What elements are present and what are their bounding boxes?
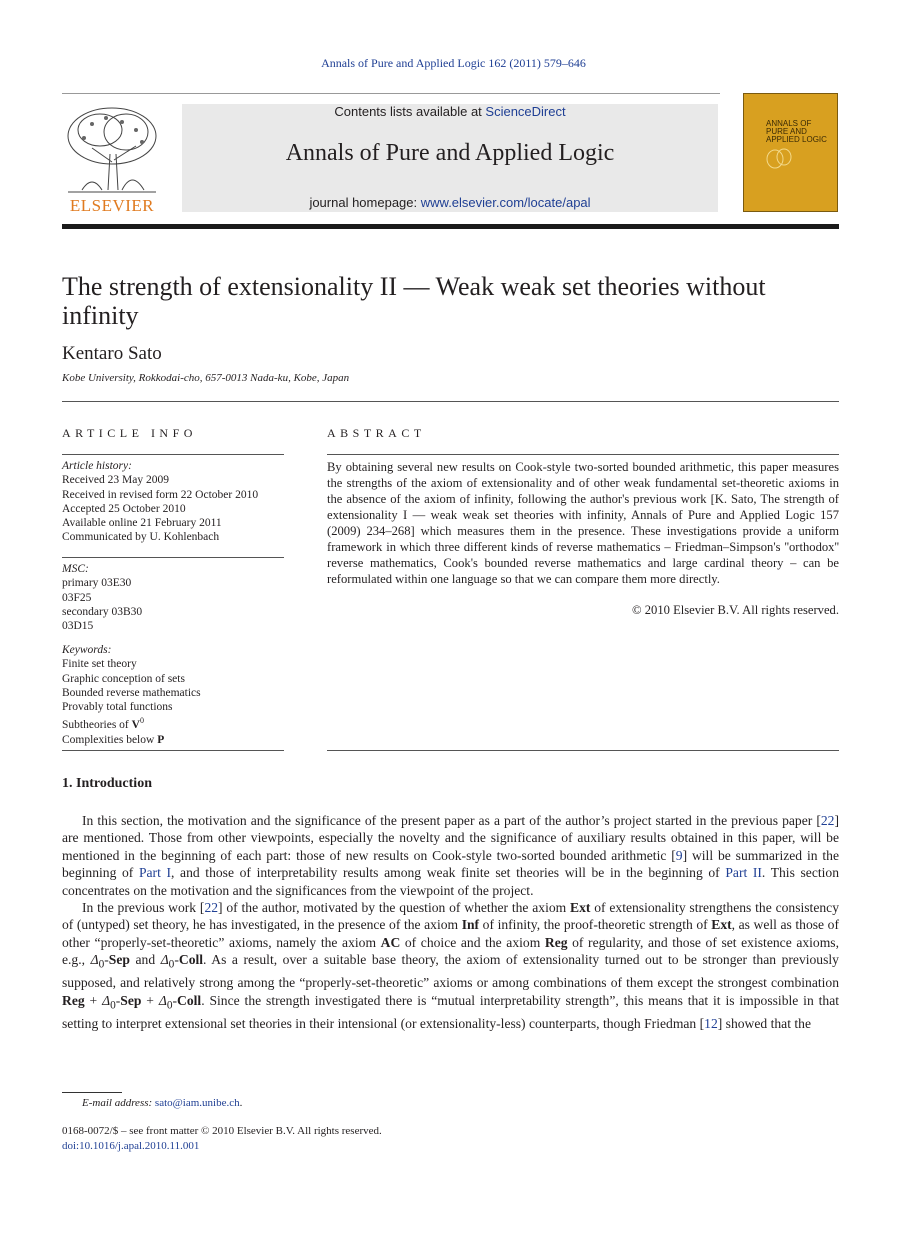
keyword-item: Finite set theory <box>62 658 137 671</box>
reference-link[interactable]: 22 <box>204 900 219 916</box>
sciencedirect-link[interactable]: ScienceDirect <box>485 104 566 119</box>
cover-title: ANNALS OF PURE AND APPLIED LOGIC <box>766 119 827 144</box>
keyword-item: Complexities below P <box>62 733 165 746</box>
abstract-text: By obtaining several new results on Cook-style two-sorted bounded arithmetic, this paper measures the strengths of the axiom of extensionality and of other weak fundamental set-theoretic axioms in the absence of the axiom of infinity, following the author's previous work [K. Sato, The strength of extensionality I — weak weak set theories with infinity, Annals of Pure and Applied Logic 157 (2009) 234–268] which measures them in the presence. These investigations provide a uniform framework in which three different kinds of reverse mathematics – Friedman–Simpson's ''orthodox'' reverse mathematics, Cook's bounded reverse mathematics and large cardinal theory – can be reformulated within one language so that we can compare them more directly. <box>327 460 839 586</box>
contents-line <box>182 104 718 119</box>
part-link[interactable]: Part II <box>725 865 762 881</box>
keyword-item: Bounded reverse mathematics <box>62 686 201 699</box>
divider <box>62 750 284 751</box>
paper-title: The strength of extensionality II — Weak weak set theories without infinity <box>62 272 766 330</box>
paragraph: In this section, the motivation and the significance of the present paper as a part of the author’s project started in the previous paper [22] are mentioned. Those from other viewpoints, especially the novelty and the significance of auxiliary results obtained in this paper, will be mentioned in the beginning of each part: those of new results on Cook-style two-sorted bounded arithmetic [9] will be summarized in the beginning of Part I, and those of interpretability results among weak finite set theories will be in the beginning of Part II. This section concentrates on the motivation and the significances from the viewpoint of the project. <box>62 813 840 898</box>
msc-codes <box>62 562 284 633</box>
footnote-divider <box>62 1092 122 1093</box>
header-divider <box>62 93 720 94</box>
msc-label: MSC: <box>62 563 89 575</box>
part-link[interactable]: Part I <box>138 865 172 881</box>
keywords-label: Keywords: <box>62 644 112 656</box>
reference-link[interactable]: 22 <box>820 813 835 828</box>
msc-item: secondary 03B30 <box>62 605 143 618</box>
section-heading-introduction: 1. Introduction <box>62 776 152 791</box>
journal-cover <box>743 93 838 212</box>
abstract-copyright: © 2010 Elsevier B.V. All rights reserved. <box>632 603 839 617</box>
divider <box>62 401 839 402</box>
journal-citation[interactable]: Annals of Pure and Applied Logic 162 (2011) 579–646 <box>321 56 586 70</box>
doi-link[interactable]: doi:10.1016/j.apal.2010.11.001 <box>62 1140 200 1152</box>
keyword-item-v0: Subtheories of $V^0$ <box>62 716 144 732</box>
introduction-body <box>62 812 839 1032</box>
homepage-prefix: journal homepage: <box>309 195 421 210</box>
cover-emblem-icon <box>764 146 794 172</box>
history-item: Received in revised form 22 October 2010 <box>62 488 259 501</box>
homepage-link[interactable]: www.elsevier.com/locate/apal <box>420 195 591 210</box>
email-link[interactable]: sato@iam.unibe.ch <box>154 1097 240 1109</box>
abstract-heading: ABSTRACT <box>327 426 426 440</box>
reference-link[interactable]: 9 <box>675 847 683 863</box>
divider <box>327 750 839 751</box>
front-matter-line: 0168-0072/$ – see front matter © 2010 Elsevier B.V. All rights reserved. <box>62 1125 382 1137</box>
divider <box>62 454 284 455</box>
homepage-line <box>182 195 718 210</box>
paragraph: In the previous work [22] of the author, motivated by the question of whether the axiom Ext of extensionality strengthens the consistency of (untyped) set theory, he has investigated, in the presence of the axiom Inf of infinity, the proof-theoretic strength of Ext, as well as those of other “properly-set-theoretic” axioms, namely the axiom AC of choice and the axiom Reg of regularity, and those of set existence axioms, e.g., $\Delta_0$-Sep and $\Delta_0$-Coll. As a result, over a suitable base theory, the axiom of extensionality turned out to be stronger than previously supposed, and relatively strong among the “properly-set-theoretic” axioms or among combinations of them except the strongest combination Reg + $\Delta_0$-Sep + $\Delta_0$-Coll. Since the strength investigated there is “mutual interpretability strength”, this means that it is impossible in that setting to interpret extensional set theories in their intensional (or extensionality-less) counterparts, though Friedman [12] showed that the <box>62 900 840 1031</box>
email-label: E-mail address: <box>82 1097 155 1109</box>
keywords <box>62 643 284 747</box>
history-item: Received 23 May 2009 <box>62 474 169 487</box>
divider <box>62 557 284 558</box>
keyword-item: Provably total functions <box>62 701 173 714</box>
header-thick-rule <box>62 224 839 229</box>
history-label: Article history: <box>62 460 132 472</box>
reference-link[interactable]: 12 <box>704 1015 718 1031</box>
contents-prefix: Contents lists available at <box>334 104 486 119</box>
article-info-heading: ARTICLE INFO <box>62 426 197 440</box>
msc-item: primary 03E30 <box>62 577 132 590</box>
msc-item: 03F25 <box>62 591 92 604</box>
elsevier-wordmark: ELSEVIER <box>69 196 155 215</box>
divider <box>327 454 839 455</box>
article-history <box>62 459 284 545</box>
keyword-item: Graphic conception of sets <box>62 672 185 685</box>
author-affiliation: Kobe University, Rokkodai-cho, 657-0013 Nada-ku, Kobe, Japan <box>62 372 350 384</box>
history-item: Accepted 25 October 2010 <box>62 502 186 515</box>
footnote-email: E-mail address: sato@iam.unibe.ch. <box>82 1097 243 1109</box>
history-item: Communicated by U. Kohlenbach <box>62 531 220 544</box>
author-name: Kentaro Sato <box>62 343 162 364</box>
msc-item: 03D15 <box>62 620 94 633</box>
history-item: Available online 21 February 2011 <box>62 517 222 530</box>
journal-title: Annals of Pure and Applied Logic <box>285 140 615 166</box>
